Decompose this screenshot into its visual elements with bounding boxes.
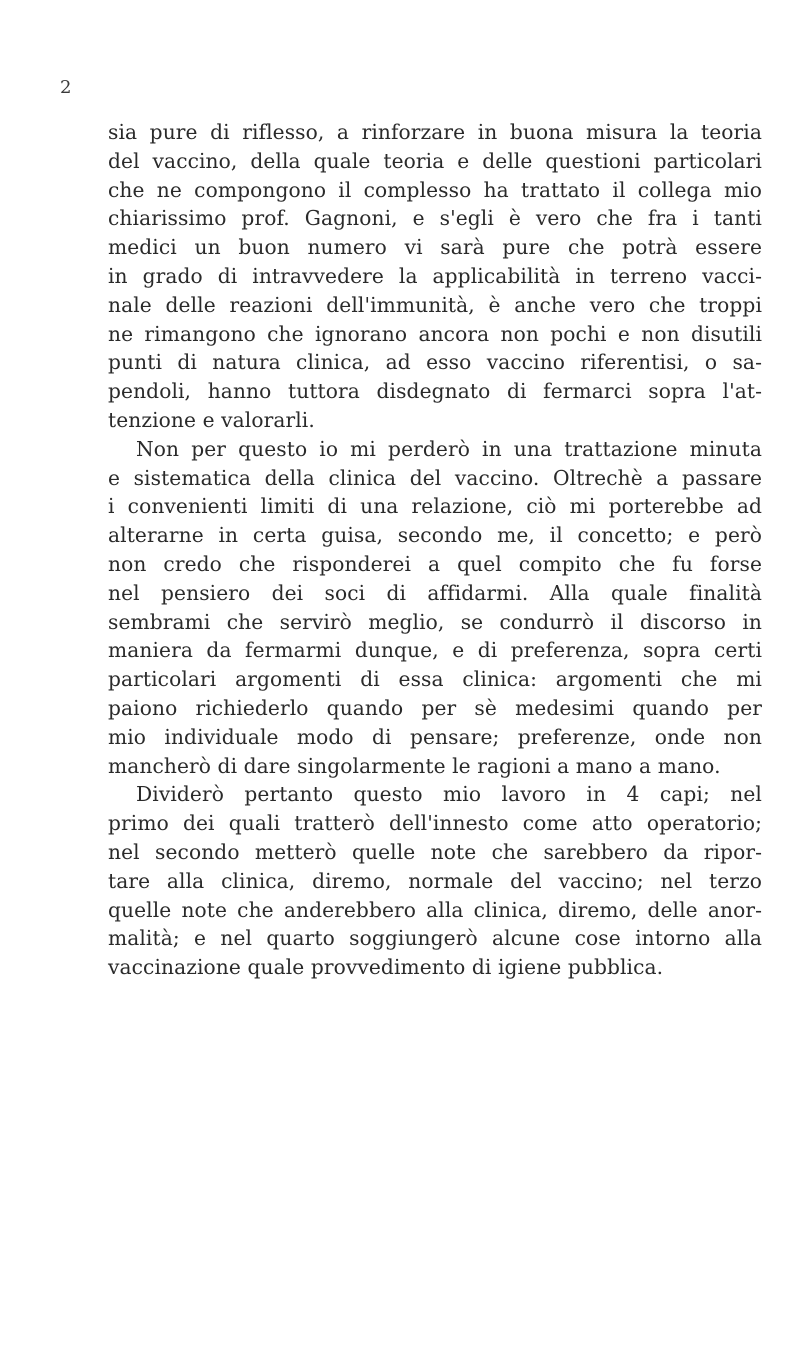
text-line: nel secondo metterò quelle note che sarebbero da ripor- (108, 839, 762, 864)
text-line: sembrami che servirò meglio, se condurrò il discorso in (108, 609, 762, 634)
text-line: in grado di intravvedere la applicabilità in terreno vacci- (108, 263, 762, 288)
text-line: mio individuale modo di pensare; preferenze, onde non (108, 724, 762, 749)
text-line: quelle note che anderebbero alla clinica, diremo, delle anor- (108, 897, 762, 922)
page-number: 2 (60, 77, 72, 98)
paragraph-end-line: vaccinazione quale provvedimento di igiene pubblica. (108, 955, 664, 980)
text-line: e sistematica della clinica del vaccino. Oltrechè a passare (108, 465, 762, 490)
text-line: particolari argomenti di essa clinica: argomenti che mi (108, 667, 762, 692)
body-text (108, 118, 762, 982)
text-line: non credo che risponderei a quel compito che fu forse (108, 551, 762, 576)
paragraph-end-line: mancherò di dare singolarmente le ragioni a mano a mano. (108, 753, 721, 778)
text-line: tare alla clinica, diremo, normale del vaccino; nel terzo (108, 868, 762, 893)
paragraph-start-line: Dividerò pertanto questo mio lavoro in 4 capi; nel (136, 782, 762, 807)
text-line: nel pensiero dei soci di affidarmi. Alla quale finalità (108, 580, 762, 605)
paragraph-end-line: tenzione e valorarli. (108, 407, 315, 432)
text-line: nale delle reazioni dell'immunità, è anche vero che troppi (108, 292, 762, 317)
text-line: medici un buon numero vi sarà pure che potrà essere (108, 235, 762, 260)
text-line: ne rimangono che ignorano ancora non pochi e non disutili (108, 321, 762, 346)
text-line: i convenienti limiti di una relazione, ciò mi porterebbe ad (108, 494, 762, 519)
text-line: del vaccino, della quale teoria e delle questioni particolari (108, 148, 762, 173)
text-line: che ne compongono il complesso ha trattato il collega mio (108, 177, 762, 202)
text-line: chiarissimo prof. Gagnoni, e s'egli è vero che fra i tanti (108, 206, 762, 231)
text-line: punti di natura clinica, ad esso vaccino riferentisi, o sa- (108, 350, 762, 375)
text-line: pendoli, hanno tuttora disdegnato di fermarci sopra l'at- (108, 379, 762, 404)
paragraph-start-line: Non per questo io mi perderò in una trattazione minuta (136, 436, 762, 461)
text-line: sia pure di riflesso, a rinforzare in buona misura la teoria (108, 120, 762, 144)
text-line: maniera da fermarmi dunque, e di preferenza, sopra certi (108, 638, 762, 663)
text-line: primo dei quali tratterò dell'innesto come atto operatorio; (108, 811, 762, 836)
text-line: alterarne in certa guisa, secondo me, il concetto; e però (108, 523, 762, 548)
text-line: paiono richiederlo quando per sè medesimi quando per (108, 695, 762, 720)
text-line: malità; e nel quarto soggiungerò alcune cose intorno alla (108, 926, 762, 951)
